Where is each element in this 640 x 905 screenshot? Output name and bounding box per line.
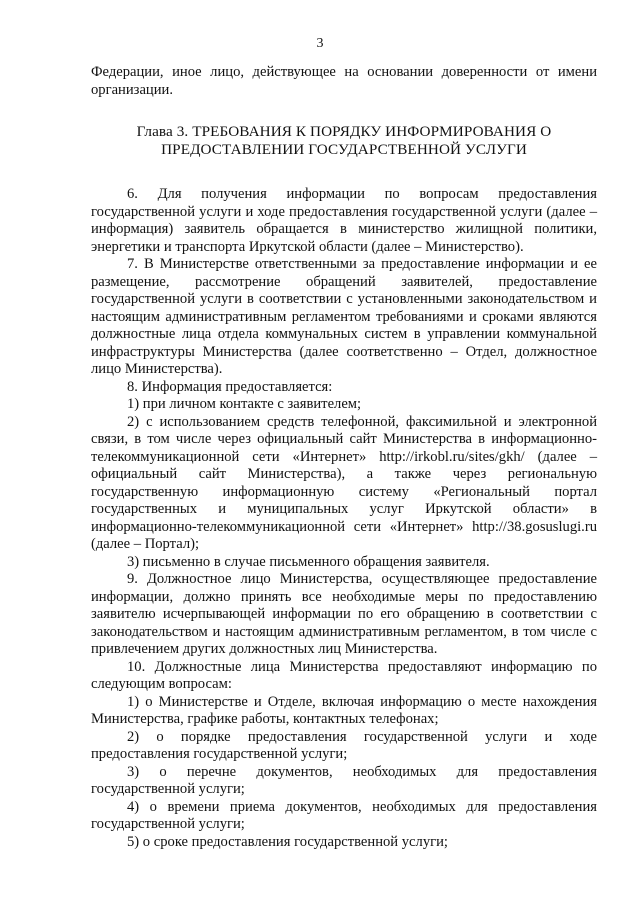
chapter-heading: Глава 3. ТРЕБОВАНИЯ К ПОРЯДКУ ИНФОРМИРОВАНИЯ О ПРЕДОСТАВЛЕНИИ ГОСУДАРСТВЕННОЙ УСЛУГИ — [136, 123, 552, 158]
paragraph-6: 6. Для получения информации по вопросам предоставления государственной услуги и ходе предоставления государственной услуги (далее – информация) заявитель обращается в министерство жилищной политики, энергетики и транспорта Иркутской области (далее – Министерство). — [91, 186, 597, 255]
intro-text: Федерации, иное лицо, действующее на основании доверенности от имени организации. — [91, 64, 597, 98]
list-item-8-1: 1) при личном контакте с заявителем; — [127, 396, 362, 412]
list-item-8-2: 2) с использованием средств телефонной, факсимильной и электронной связи, в том числе через официальный сайт Министерства в информационно-телекоммуникационной сети «Интернет» http://irkobl.ru/sites/gkh/ (далее – официальный сайт Министерства), а также через региональную государственную информационную систему «Региональный портал государственных и муниципальных услуг Иркутской области» в информационно-телекоммуникационной сети «Интернет» http://38.gosuslugi.ru (далее – Портал); — [91, 413, 597, 552]
document-body — [91, 64, 597, 851]
page-number: 3 — [316, 36, 324, 51]
list-item-10-3: 3) о перечне документов, необходимых для предоставления государственной услуги; — [91, 763, 597, 797]
paragraph-7: 7. В Министерстве ответственными за предоставление информации и ее размещение, рассмотрение обращений заявителей, предоставление государственной услуги в соответствии с установленными законодательством и настоящим административным регламентом требованиями и сроками являются должностные лица отдела коммунальных систем в управлении коммунальной инфраструктуры Министерства (далее соответственно – Отдел, должностное лицо Министерства). — [91, 256, 597, 377]
list-item-10-2: 2) о порядке предоставления государственной услуги и ходе предоставления государственной услуги; — [91, 728, 597, 762]
list-item-10-1: 1) о Министерстве и Отделе, включая информацию о месте нахождения Министерства, графике работы, контактных телефонах; — [91, 693, 597, 727]
list-item-8-3: 3) письменно в случае письменного обращения заявителя. — [127, 553, 490, 570]
paragraph-9: 9. Должностное лицо Министерства, осуществляющее предоставление информации, должно принять все необходимые меры по предоставлению заявителю исчерпывающей информации по его обращению в соответствии с законодательством и настоящим административным регламентом, в том числе с привлечением других должностных лиц Министерства. — [91, 571, 597, 657]
list-item-10-5: 5) о сроке предоставления государственной услуги; — [127, 833, 448, 850]
list-item-10-4: 4) о времени приема документов, необходимых для предоставления государственной услуги; — [91, 798, 597, 832]
paragraph-10: 10. Должностные лица Министерства предоставляют информацию по следующим вопросам: — [91, 658, 597, 692]
paragraph-8: 8. Информация предоставляется: — [127, 378, 333, 395]
